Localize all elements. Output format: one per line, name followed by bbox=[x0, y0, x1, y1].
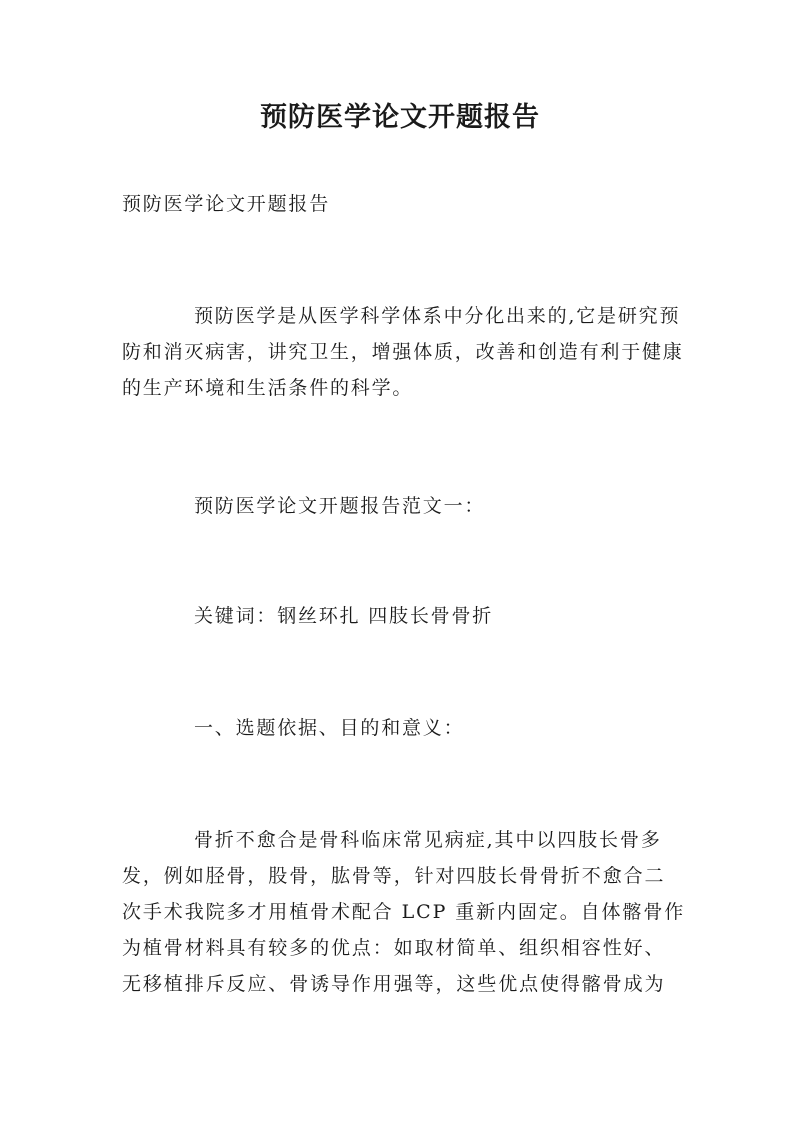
keywords-line: 关键词：钢丝环扎 四肢长骨骨折 bbox=[194, 605, 494, 627]
body-line: 骨折不愈合是骨科临床常见病症,其中以四肢长骨多 bbox=[194, 829, 662, 851]
body-paragraph bbox=[122, 822, 692, 1002]
body-line: 为植骨材料具有较多的优点：如取材简单、组织相容性好、 bbox=[122, 937, 666, 959]
document-subtitle: 预防医学论文开题报告 bbox=[122, 193, 331, 215]
sample-heading: 预防医学论文开题报告范文一： bbox=[194, 495, 486, 517]
body-line: 发，例如胫骨，股骨，肱骨等，针对四肢长骨骨折不愈合二 bbox=[122, 865, 666, 887]
body-line: 次手术我院多才用植骨术配合 LCP 重新内固定。自体髂骨作 bbox=[122, 901, 686, 923]
section-heading-1: 一、选题依据、目的和意义： bbox=[194, 717, 465, 739]
intro-paragraph: 预防医学是从医学科学体系中分化出来的,它是研究预防和消灭病害，讲究卫生，增强体质，改善和创造有利于健康的生产环境和生活条件的科学。 bbox=[122, 305, 684, 399]
document-title: 预防医学论文开题报告 bbox=[260, 102, 540, 133]
body-line: 无移植排斥反应、骨诱导作用强等，这些优点使得髂骨成为 bbox=[122, 973, 666, 995]
